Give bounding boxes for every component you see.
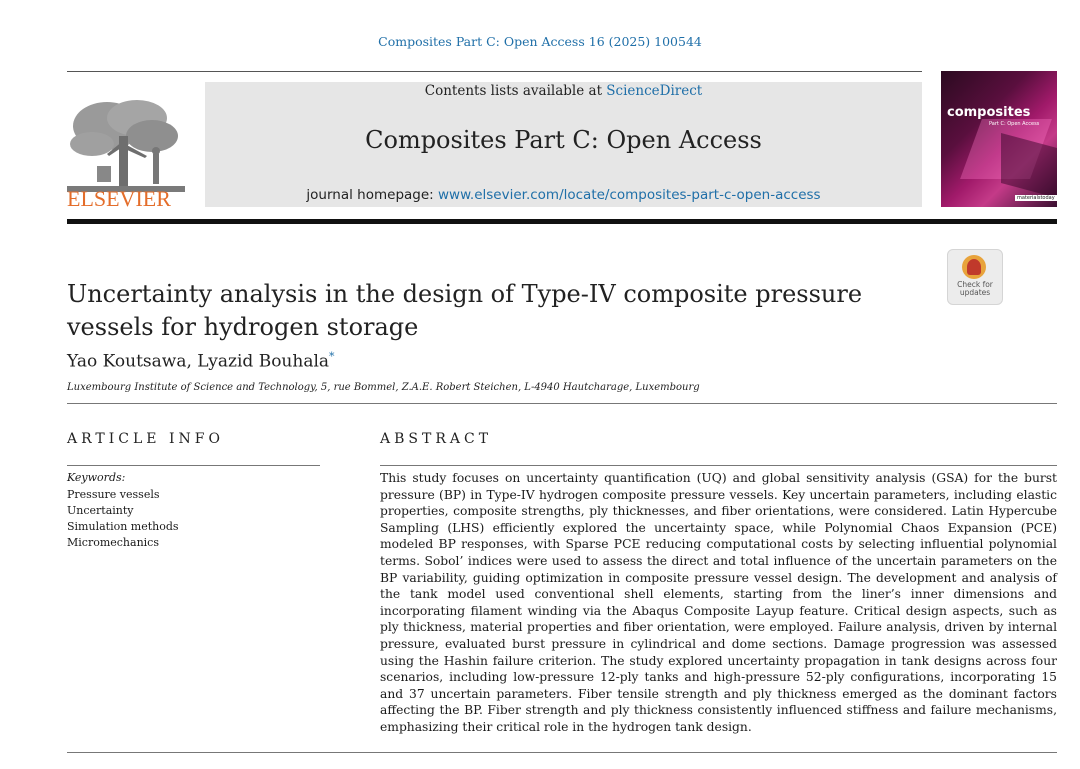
keywords-list — [67, 487, 179, 551]
abstract-text: This study focuses on uncertainty quantification (UQ) and global sensitivity analysis (GSA) for the burst pressure (BP) in Type-IV hydrogen composite pressure vessels. Key uncertain parameters, including elastic properties, composite strengths, ply thicknesses, and fiber orientations, were considered. Latin Hypercube Sampling (LHS) efficiently explored the uncertainty space, while Polynomial Chaos Expansion (PCE) modeled BP responses, with Sparse PCE reducing computational costs by selecting influential polynomial terms. Sobol’ indices were used to assess the direct and total influence of the uncertain parameters on the BP variability, guiding optimization in composite pressure vessel design. The development and analysis of the tank model used conventional shell elements, starting from the liner’s inner dimensions and incorporating filament winding via the Abaqus Composite Layup feature. Critical design aspects, such as ply thickness, material properties and fiber orientation, were employed. Failure analysis, driven by internal pressure, evaluated burst pressure in cylindrical and dome sections. Damage progression was assessed using the Hashin failure criterion. The study explored uncertainty propagation in tank designs across four scenarios, including low-pressure 12-ply tanks and high-pressure 52-ply configurations, incorporating 15 and 37 uncertain parameters. Fiber tensile strength and ply thickness emerged as the dominant factors affecting the BP. Fiber strength and ply thickness consistently influenced stiffness and failure mechanisms, emphasizing their critical role in the hydrogen tank design. — [380, 471, 1057, 734]
author-affiliation: Luxembourg Institute of Science and Technology, 5, rue Bommel, Z.A.E. Robert Steichen, L-4940 Hautcharage, Luxembourg — [67, 382, 700, 393]
keyword-item: Pressure vessels — [67, 488, 160, 501]
cover-footer: materialstoday — [1017, 195, 1055, 201]
cover-title: composites — [947, 105, 1031, 120]
cover-subtitle: Part C: Open Access — [989, 121, 1040, 127]
abstract-divider — [380, 465, 1057, 466]
corresponding-author-mark[interactable]: * — [329, 350, 335, 363]
check-updates-line2: updates — [959, 288, 991, 297]
contents-prefix: Contents lists available at — [424, 83, 602, 99]
bookmark-icon — [967, 259, 981, 275]
contents-line — [205, 83, 922, 99]
authors-names[interactable]: Yao Koutsawa, Lyazid Bouhala — [67, 351, 330, 372]
elsevier-wordmark: ELSEVIER — [67, 186, 171, 211]
abstract-heading: ABSTRACT — [380, 431, 493, 447]
top-divider — [67, 71, 922, 72]
check-updates-label — [948, 281, 1002, 297]
bottom-divider — [67, 752, 1057, 753]
affiliation-divider — [67, 403, 1057, 404]
check-updates-line1: Check for — [957, 280, 993, 289]
keyword-item: Uncertainty — [67, 504, 134, 517]
keyword-item: Micromechanics — [67, 536, 159, 549]
article-info-heading: ARTICLE INFO — [67, 431, 224, 447]
journal-title: Composites Part C: Open Access — [365, 126, 762, 154]
journal-cover-image[interactable] — [941, 71, 1057, 207]
check-for-updates-button[interactable] — [947, 249, 1003, 305]
homepage-prefix: journal homepage: — [306, 187, 434, 203]
journal-homepage-link[interactable]: www.elsevier.com/locate/composites-part-c-open-access — [438, 187, 821, 203]
sciencedirect-link[interactable]: ScienceDirect — [606, 83, 703, 99]
keyword-item: Simulation methods — [67, 520, 179, 533]
article-title: Uncertainty analysis in the design of Type-IV composite pressure vessels for hydrogen storage — [67, 280, 863, 341]
homepage-line — [205, 187, 922, 203]
keywords-label: Keywords: — [67, 471, 126, 484]
author-list — [67, 350, 335, 372]
journal-citation-link[interactable]: Composites Part C: Open Access 16 (2025) 100544 — [378, 34, 702, 49]
cover-decoration — [1001, 133, 1057, 199]
header-thick-divider — [67, 219, 1057, 224]
article-info-divider — [67, 465, 320, 466]
